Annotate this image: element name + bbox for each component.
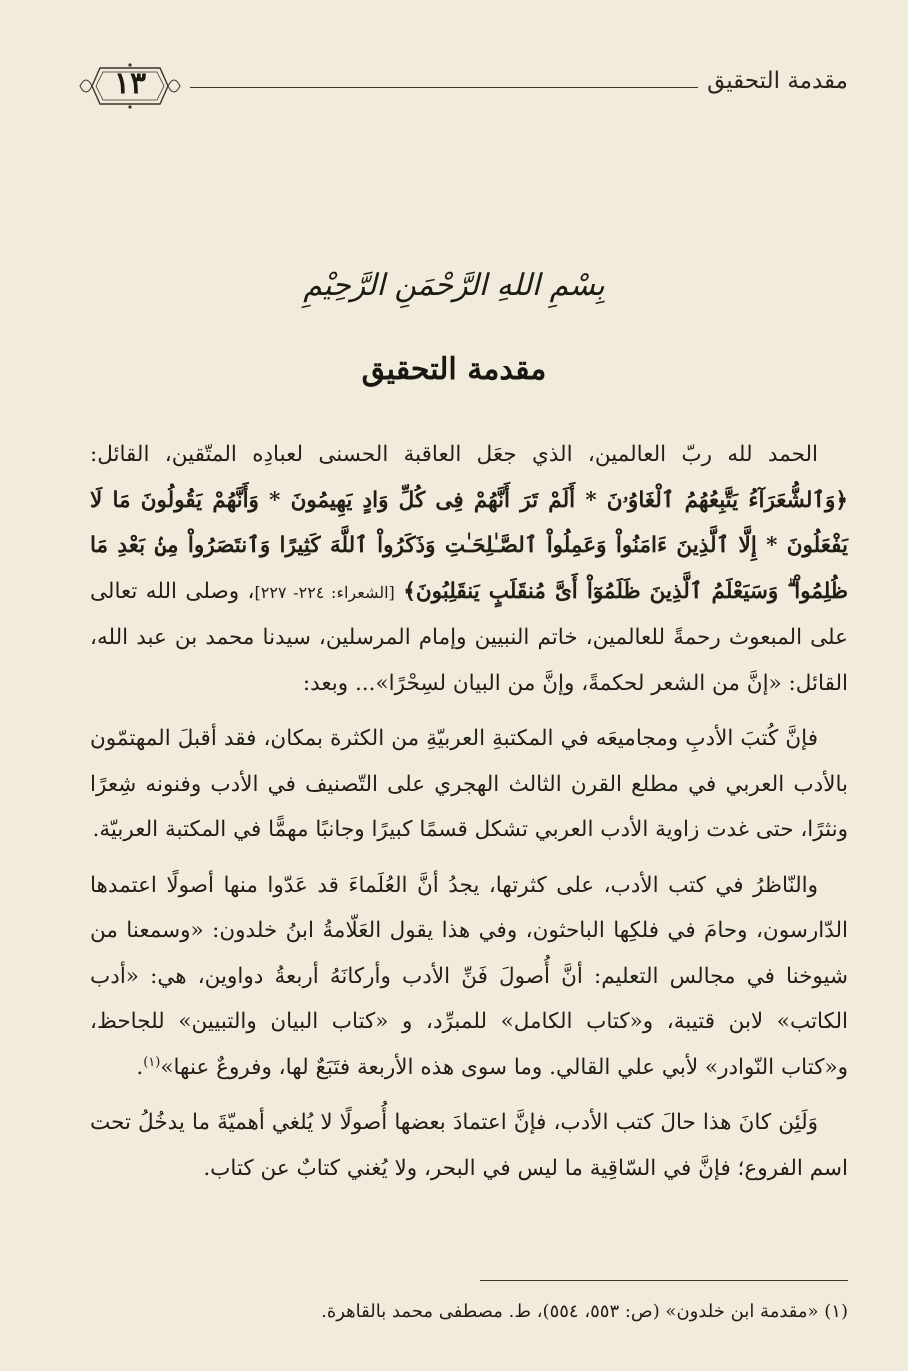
paragraph-3-end: . bbox=[136, 1054, 144, 1080]
paragraph-2: فإنَّ كُتبَ الأدبِ ومجاميعَه في المكتبةِ العربيّةِ من الكثرة بمكان، فقد أقبلَ المهتمّون بالأدب العربي في مطلع القرن الثالث الهجري على التّصنيف في الأدب وفنونه شِعرًا ونثرًا، حتى غدت زاوية الأدب العربي تشكل قسمًا كبيرًا وجانبًا مهمًّا في المكتبة العربيّة. bbox=[90, 726, 848, 842]
page-number: ١٣ bbox=[113, 66, 147, 101]
paragraph-4: وَلَئِن كانَ هذا حالَ كتب الأدب، فإنَّ اعتمادَ بعضها أُصولًا لا يُلغي أهميّةَ ما يدخُلُ تحت اسم الفروع؛ فإنَّ في السّاقِية ما ليس في البحر، ولا يُغني كتابٌ عن كتاب. bbox=[90, 1110, 848, 1181]
paragraph-3-text: والنّاظرُ في كتب الأدب، على كثرتها، يجدُ أنَّ العُلَماءَ قد عَدّوا منها أصولًا اعتمدها الدّارسون، وحامَ في فلكِها الباحثون، وفي هذا يقول العَلّامةُ ابنُ خلدون: «وسمعنا من شيوخنا في مجالس التعليم: أنَّ أُصولَ فَنِّ الأدب وأركانَهُ أربعةُ دواوين، هي: «أدب الكاتب» لابن قتيبة، و«كتاب الكامل» للمبرِّد، و «كتاب البيان والتبيين» للجاحظ، و«كتاب النّوادر» لأبي علي القالي. وما سوى هذه الأربعة فتَبَعٌ لها، وفروعٌ عنها» bbox=[90, 872, 848, 1080]
header-rule bbox=[190, 87, 698, 88]
running-title: مقدمة التحقيق bbox=[707, 68, 848, 94]
verse-citation: [الشعراء: ٢٢٤- ٢٢٧] bbox=[254, 582, 395, 602]
running-header bbox=[70, 60, 848, 120]
footnote: (١) «مقدمة ابن خلدون» (ص: ٥٥٣، ٥٥٤)، ط. مصطفى محمد بالقاهرة. bbox=[321, 1301, 848, 1322]
footnote-rule bbox=[480, 1280, 848, 1281]
paragraph-1 bbox=[90, 432, 848, 706]
chapter-title: مقدمة التحقيق bbox=[361, 352, 547, 387]
basmala: بِسْمِ اللهِ الرَّحْمَنِ الرَّحِيْمِ bbox=[303, 268, 605, 303]
page-number-frame bbox=[78, 60, 182, 112]
paragraph-1-rest: ، وصلى الله تعالى على المبعوث رحمةً للعالمين، خاتم النبيين وإمام المرسلين، سيدنا محمد بن عبد الله، القائل: «إنَّ من الشعر لحكمةً، وإنَّ من البيان لسِحْرًا»... وبعد: bbox=[90, 578, 848, 696]
body-text bbox=[90, 432, 848, 1201]
paragraph-3 bbox=[90, 863, 848, 1091]
paragraph-1-intro: الحمد لله ربّ العالمين، الذي جعَل العاقبة الحسنى لعبادِه المتّقين، القائل: bbox=[90, 442, 818, 467]
quran-verse: ﴿وَٱلشُّعَرَآءُ يَتَّبِعُهُمُ ٱلْغَاوُۥنَ * أَلَمْ تَرَ أَنَّهُمْ فِى كُلِّ وَادٍ يَهِيمُونَ * وَأَنَّهُمْ يَقُولُونَ مَا لَا يَفْعَلُونَ * إِلَّا ٱلَّذِينَ ءَامَنُواْ وَعَمِلُواْ ٱلصَّـٰلِحَـٰتِ وَذَكَرُواْ ٱللَّهَ كَثِيرًا وَٱنتَصَرُواْ مِنۢ بَعْدِ مَا ظُلِمُواْ ۗ وَسَيَعْلَمُ ٱلَّذِينَ ظَلَمُوٓاْ أَىَّ مُنقَلَبٍ يَنقَلِبُونَ﴾ bbox=[90, 487, 849, 604]
footnote-reference: (١) bbox=[143, 1054, 161, 1070]
